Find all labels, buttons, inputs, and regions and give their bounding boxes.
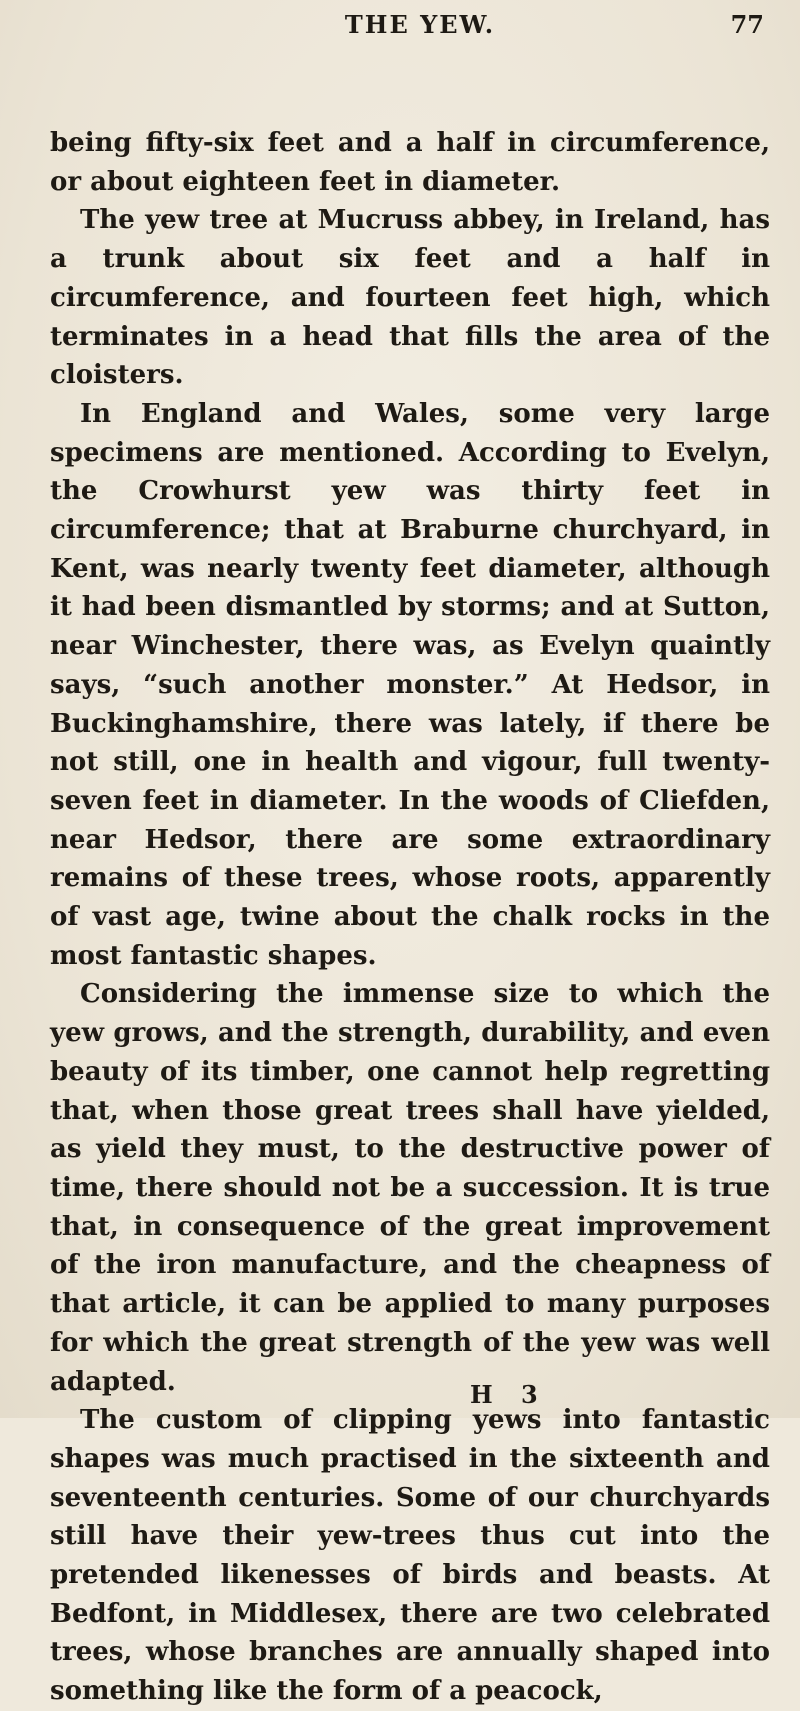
- page-number: 77: [730, 10, 764, 39]
- paragraph-4: Considering the immense size to which the yew grows, and the strength, durability, and even beauty of its timber, one cannot help regretting that, when those great trees shall have yielded, as yield they must, to the destructive power of time, there should not be a succession. It is true that, in consequence of the great improvement of the iron manufacture, and the cheapness of that article, it can be applied to many purposes for which the great strength of the yew was well adapted.: [50, 979, 770, 1397]
- paragraph-3: In England and Wales, some very large specimens are mentioned. According to Evelyn, the Crowhurst yew was thirty feet in circumference; that at Braburne churchyard, in Kent, was nearly twenty feet diameter, although it had been dismantled by storms; and at Sutton, near Winchester, there was, as Evelyn quaintly says, “such another monster.” At Hedsor, in Buckinghamshire, there was lately, if there be not still, one in health and vigour, full twenty-seven feet in diameter. In the woods of Cliefden, near Hedsor, there are some extraordinary remains of these trees, whose roots, apparently of vast age, twine about the chalk rocks in the most fantastic shapes.: [50, 398, 770, 971]
- paragraph-2: The yew tree at Mucruss abbey, in Ireland, has a trunk about six feet and a half in circumference, and fourteen feet high, which terminates in a head that fills the area of the cloisters.: [50, 205, 770, 391]
- signature-mark: H 3: [470, 1380, 548, 1409]
- running-title: THE YEW.: [344, 10, 496, 39]
- paragraph-5: The custom of clipping yews into fantastic shapes was much practised in the sixteenth and seventeenth centuries. Some of our churchyards still have their yew-trees thus cut into the pretended likenesses of birds and beasts. At Bedfont, in Middlesex, there are two celebrated trees, whose branches are annually shaped into something like the form of a peacock,: [50, 1405, 770, 1707]
- body-text: [50, 124, 770, 1711]
- running-head: [50, 0, 770, 48]
- paragraph-1: being fifty-six feet and a half in circumference, or about eighteen feet in diameter.: [50, 128, 770, 197]
